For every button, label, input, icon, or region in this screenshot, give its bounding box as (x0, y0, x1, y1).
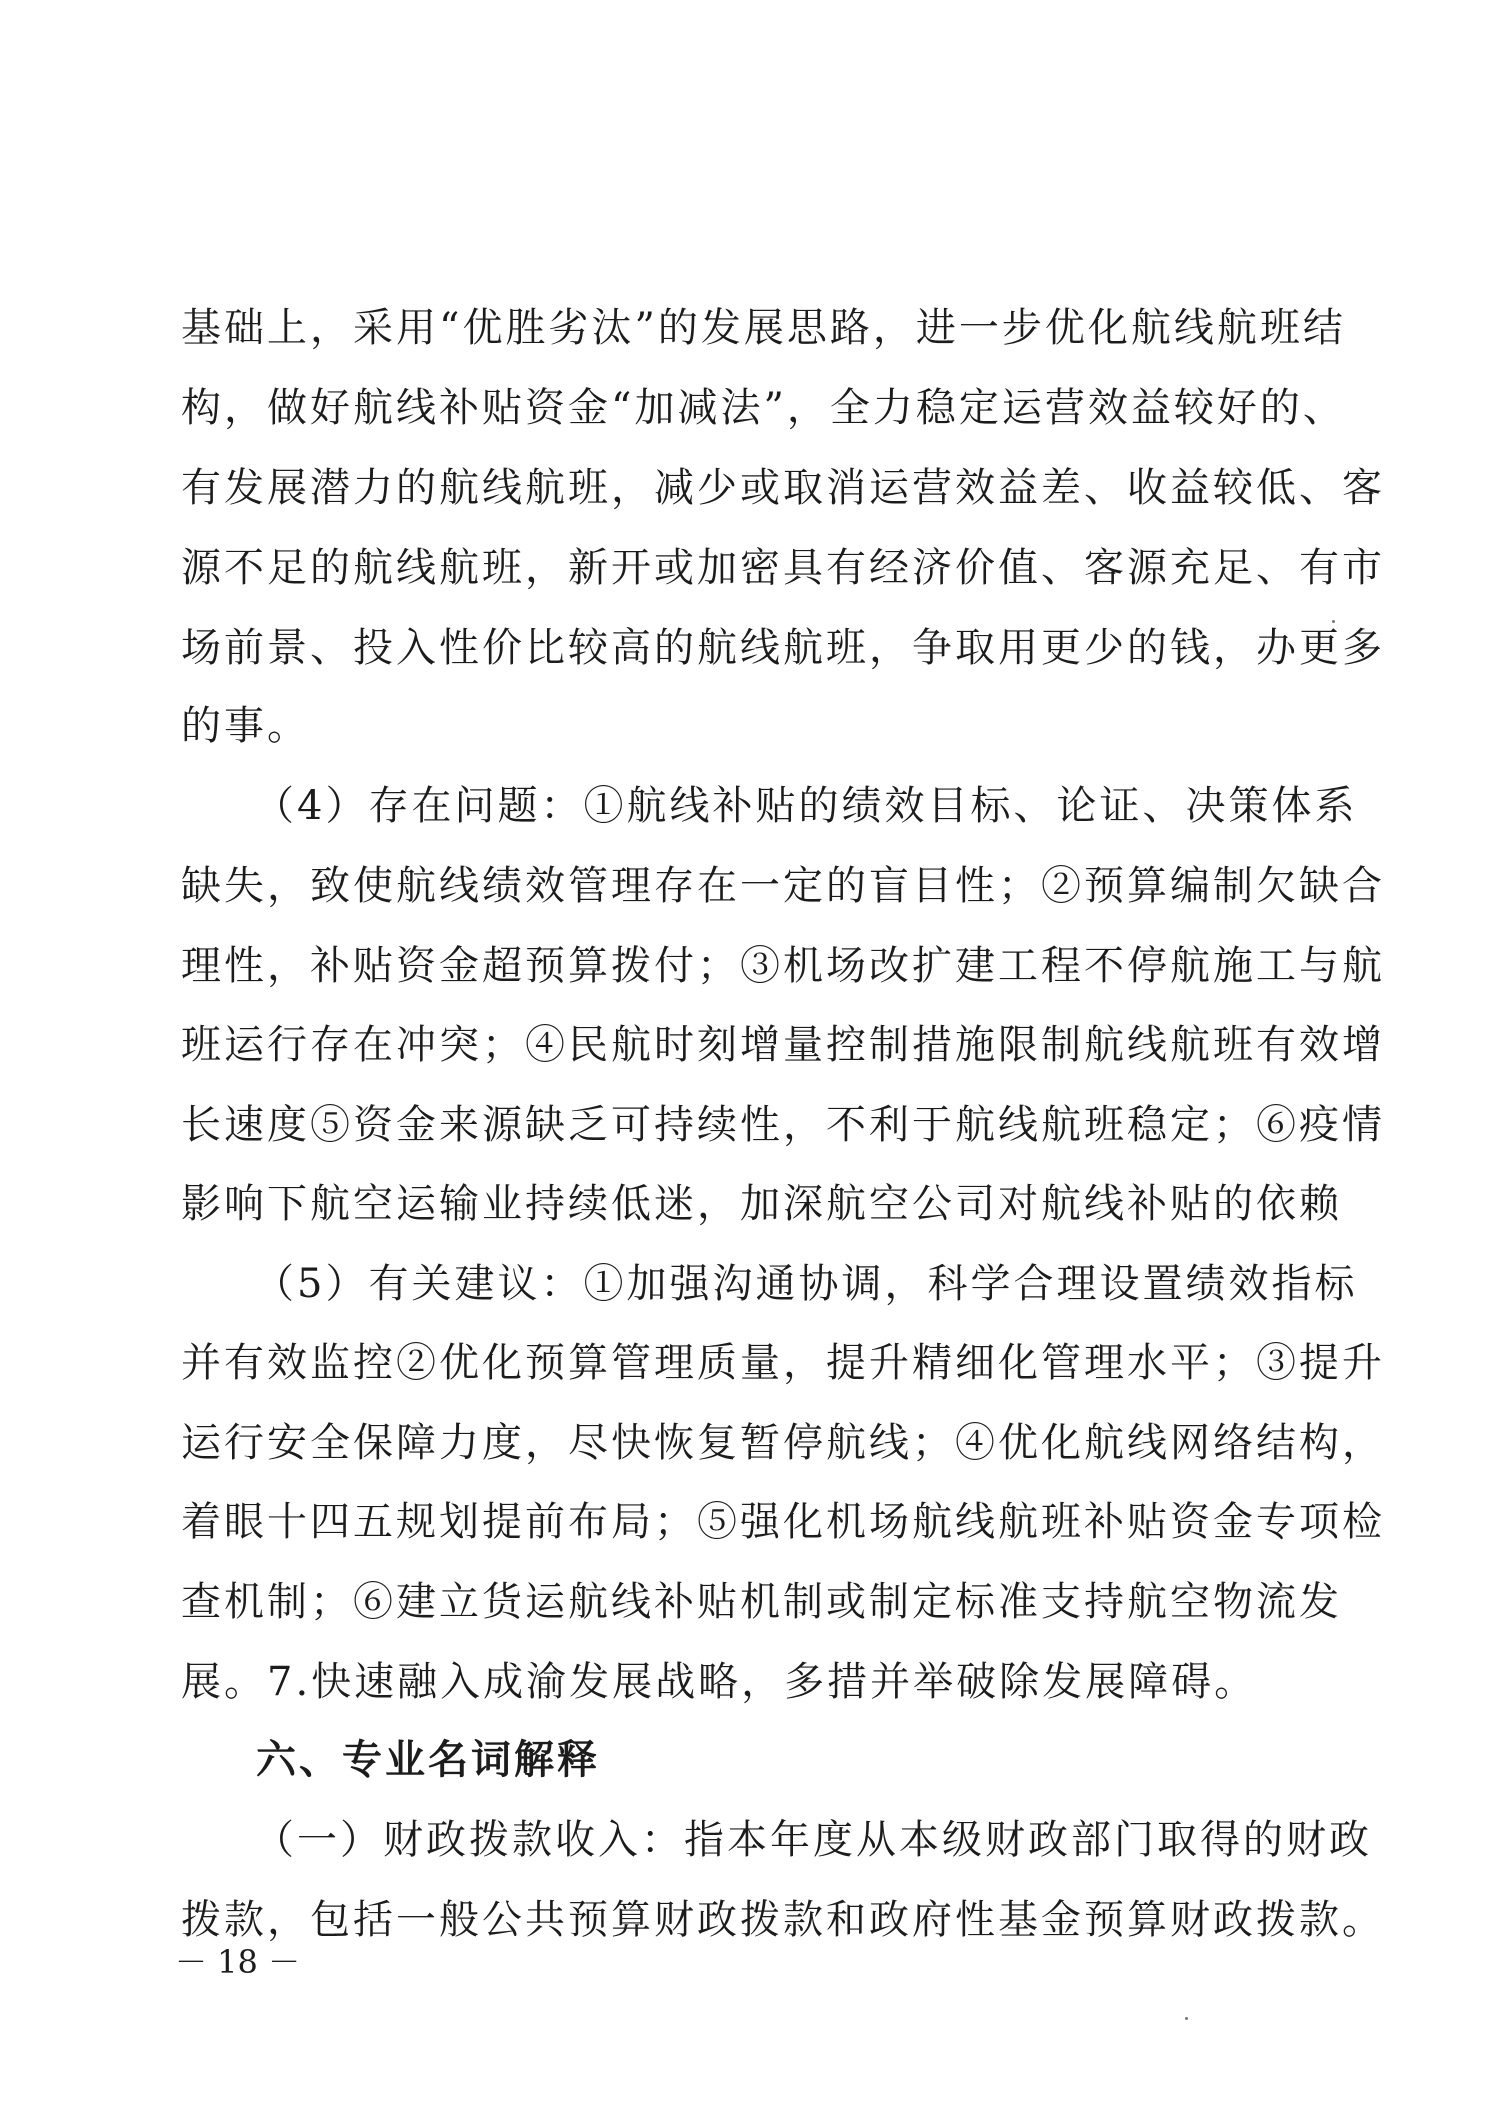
page-number: － 18 － (175, 1943, 301, 1981)
paragraph-line: 着眼十四五规划提前布局；⑤强化机场航线航班补贴资金专项检 (181, 1499, 1385, 1545)
paragraph-line: 理性，补贴资金超预算拨付；③机场改扩建工程不停航施工与航 (181, 943, 1385, 989)
paragraph-line: 的事。 (181, 703, 310, 749)
scan-dust-mark (1332, 620, 1335, 623)
paragraph-line: 展。7.快速融入成渝发展战略，多措并举破除发展障碍。 (181, 1659, 1258, 1705)
paragraph-line: 班运行存在冲突；④民航时刻增量控制措施限制航线航班有效增 (181, 1022, 1385, 1068)
scan-dust-mark (1185, 2017, 1188, 2020)
paragraph-line: （一）财政拨款收入：指本年度从本级财政部门取得的财政 (254, 1817, 1372, 1863)
paragraph-line: 构，做好航线补贴资金“加减法”，全力稳定运营效益较好的、 (181, 385, 1346, 431)
section-heading: 六、专业名词解释 (256, 1737, 600, 1783)
paragraph-line: 拨款，包括一般公共预算财政拨款和政府性基金预算财政拨款。 (181, 1897, 1385, 1943)
paragraph-line: 并有效监控②优化预算管理质量，提升精细化管理水平；③提升 (181, 1340, 1385, 1386)
paragraph-line: 场前景、投入性价比较高的航线航班，争取用更少的钱，办更多 (181, 625, 1385, 671)
paragraph-line: 运行安全保障力度，尽快恢复暂停航线；④优化航线网络结构， (181, 1420, 1385, 1466)
paragraph-line: 基础上，采用“优胜劣汰”的发展思路，进一步优化航线航班结 (181, 305, 1346, 351)
paragraph-line: 缺失，致使航线绩效管理存在一定的盲目性；②预算编制欠缺合 (181, 863, 1385, 909)
paragraph-line: 有发展潜力的航线航班，减少或取消运营效益差、收益较低、客 (181, 465, 1385, 511)
paragraph-line: 影响下航空运输业持续低迷，加深航空公司对航线补贴的依赖 (181, 1181, 1342, 1227)
paragraph-line: 长速度⑤资金来源缺乏可持续性，不利于航线航班稳定；⑥疫情 (181, 1102, 1385, 1148)
paragraph-line: （5）有关建议：①加强沟通协调，科学合理设置绩效指标 (254, 1261, 1358, 1307)
paragraph-line: 源不足的航线航班，新开或加密具有经济价值、客源充足、有市 (181, 545, 1385, 591)
paragraph-line: （4）存在问题：①航线补贴的绩效目标、论证、决策体系 (254, 783, 1358, 829)
paragraph-line: 查机制；⑥建立货运航线补贴机制或制定标准支持航空物流发 (181, 1579, 1342, 1625)
